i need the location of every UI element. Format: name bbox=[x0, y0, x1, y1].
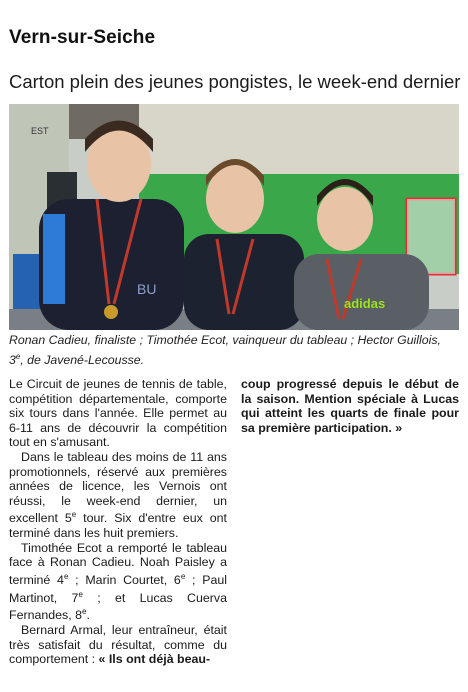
paragraph-coach: Bernard Armal, leur entraîneur, était très satisfait du résultat, comme du comportement : « Ils ont déjà beau- bbox=[9, 623, 227, 667]
article-column-right bbox=[241, 377, 459, 435]
photo-caption: Ronan Cadieu, finaliste ; Timothée Ecot, vainqueur du tableau ; Hector Guillois, 3e, de Javené-Lecousse. bbox=[9, 333, 441, 367]
paragraph-quote: coup progressé depuis le début de la saison. Mention spéciale à Lucas qui atteint les quarts de finale pour sa première participation. » bbox=[241, 377, 459, 435]
article-headline: Carton plein des jeunes pongistes, le week-end dernier bbox=[9, 71, 461, 92]
paragraph-intro: Le Circuit de jeunes de tennis de table, compétition départementale, comporte six tours dans l'année. Elle permet au 6-11 ans de découvrir la compétition tout en s'amusant. bbox=[9, 377, 227, 450]
photo-illustration bbox=[9, 104, 459, 330]
svg-text:EST: EST bbox=[31, 126, 49, 136]
paragraph-results: Dans le tableau des moins de 11 ans promotionnels, réservé aux premières années de licence, les Vernois ont réussi, le week-end dernier, un excellent 5e tour. Six d'entre eux ont terminé dans les huit premiers. bbox=[9, 449, 227, 541]
paragraph-rankings: Timothée Ecot a remporté le tableau face à Ronan Cadieu. Noah Paisley a terminé 4e ; Marin Courtet, 6e ; Paul Martinot, 7e ; et Lucas Cuerva Fernandes, 8e. bbox=[9, 540, 227, 623]
svg-text:BU: BU bbox=[137, 281, 157, 297]
svg-text:adidas: adidas bbox=[344, 296, 386, 311]
article-column-left bbox=[9, 377, 227, 667]
article-photo bbox=[9, 104, 459, 330]
town-heading: Vern-sur-Seiche bbox=[9, 27, 156, 48]
